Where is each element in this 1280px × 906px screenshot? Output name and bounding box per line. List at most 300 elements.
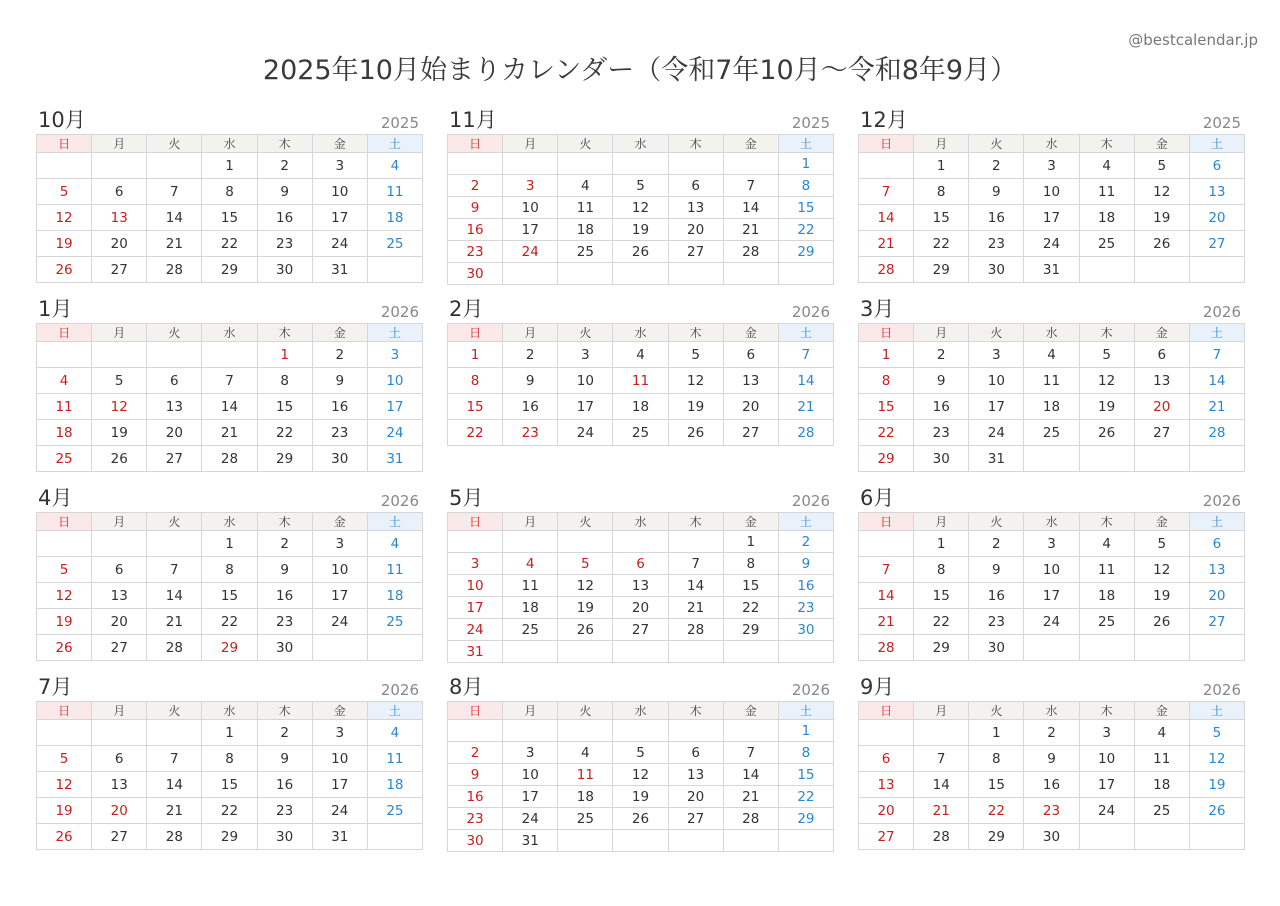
day-cell: 26 [1134, 609, 1189, 635]
day-cell: 22 [202, 231, 257, 257]
day-cell: 24 [312, 798, 367, 824]
weekday-header: 月 [92, 324, 147, 342]
day-cell: 3 [367, 342, 422, 368]
month-year: 2026 [380, 303, 419, 321]
weekday-header: 土 [1189, 324, 1244, 342]
day-cell: 27 [668, 241, 723, 263]
day-cell: 8 [778, 175, 833, 197]
day-cell [558, 153, 613, 175]
month-header [858, 106, 1244, 134]
weekday-header: 水 [202, 135, 257, 153]
day-cell: 28 [147, 824, 202, 850]
day-cell: 27 [1189, 231, 1244, 257]
day-cell: 5 [37, 179, 92, 205]
day-cell: 20 [613, 597, 668, 619]
day-cell: 20 [859, 798, 914, 824]
day-cell: 18 [558, 786, 613, 808]
day-cell: 13 [147, 394, 202, 420]
month-header [36, 484, 422, 512]
weekday-header: 月 [914, 702, 969, 720]
day-cell: 3 [1024, 531, 1079, 557]
weekday-header: 土 [778, 513, 833, 531]
weekday-header: 月 [914, 135, 969, 153]
day-cell: 18 [367, 583, 422, 609]
day-cell: 30 [257, 257, 312, 283]
day-cell: 5 [558, 553, 613, 575]
day-cell: 15 [914, 583, 969, 609]
weekday-header: 水 [613, 324, 668, 342]
day-cell: 24 [1024, 231, 1079, 257]
day-cell [613, 263, 668, 285]
day-cell: 13 [92, 583, 147, 609]
day-cell: 5 [37, 557, 92, 583]
day-cell: 16 [257, 583, 312, 609]
day-cell: 29 [859, 446, 914, 472]
day-cell [1189, 446, 1244, 472]
day-cell: 15 [448, 394, 503, 420]
day-cell: 1 [202, 153, 257, 179]
month-header [36, 106, 422, 134]
day-cell: 8 [859, 368, 914, 394]
day-cell: 1 [202, 720, 257, 746]
weekday-header: 木 [257, 135, 312, 153]
day-cell: 23 [312, 420, 367, 446]
day-cell: 31 [1024, 257, 1079, 283]
day-cell [723, 263, 778, 285]
day-cell: 7 [147, 746, 202, 772]
day-cell: 7 [859, 557, 914, 583]
day-cell: 9 [503, 368, 558, 394]
day-cell: 22 [257, 420, 312, 446]
day-cell: 13 [1189, 557, 1244, 583]
day-cell: 8 [969, 746, 1024, 772]
day-cell: 23 [1024, 798, 1079, 824]
weekday-header: 日 [859, 324, 914, 342]
weekday-header: 土 [367, 513, 422, 531]
weekday-header: 木 [1079, 513, 1134, 531]
day-cell: 9 [257, 179, 312, 205]
day-cell: 17 [503, 786, 558, 808]
day-cell [778, 641, 833, 663]
day-cell: 23 [448, 241, 503, 263]
day-cell: 6 [92, 179, 147, 205]
day-cell: 28 [778, 420, 833, 446]
day-cell: 26 [37, 635, 92, 661]
day-cell: 25 [1079, 231, 1134, 257]
month-name: 11月 [449, 108, 497, 132]
day-cell: 19 [1079, 394, 1134, 420]
day-cell [1134, 257, 1189, 283]
month-name: 2月 [449, 297, 484, 321]
day-cell: 27 [1134, 420, 1189, 446]
weekday-header: 金 [1134, 702, 1189, 720]
day-cell: 6 [147, 368, 202, 394]
day-cell [367, 257, 422, 283]
weekday-header: 水 [1024, 324, 1079, 342]
weekday-header: 木 [1079, 135, 1134, 153]
day-cell: 29 [969, 824, 1024, 850]
day-cell: 1 [202, 531, 257, 557]
day-cell: 11 [613, 368, 668, 394]
weekday-header: 火 [969, 135, 1024, 153]
day-cell: 3 [312, 153, 367, 179]
day-cell: 3 [503, 742, 558, 764]
day-cell: 10 [1079, 746, 1134, 772]
month-header [447, 484, 833, 512]
day-cell [723, 720, 778, 742]
weekday-header: 火 [558, 513, 613, 531]
day-cell: 25 [367, 609, 422, 635]
day-cell: 13 [723, 368, 778, 394]
day-cell: 7 [202, 368, 257, 394]
day-cell: 30 [1024, 824, 1079, 850]
day-cell [1024, 635, 1079, 661]
day-cell: 26 [37, 257, 92, 283]
day-cell: 27 [613, 619, 668, 641]
day-cell: 23 [257, 231, 312, 257]
day-cell: 4 [503, 553, 558, 575]
day-cell: 19 [1134, 583, 1189, 609]
day-cell: 17 [367, 394, 422, 420]
weekday-header: 水 [202, 324, 257, 342]
day-cell: 4 [613, 342, 668, 368]
day-cell: 6 [668, 742, 723, 764]
day-cell: 8 [448, 368, 503, 394]
weekday-header: 月 [503, 702, 558, 720]
month-name: 9月 [860, 675, 895, 699]
day-cell: 24 [503, 808, 558, 830]
day-cell: 16 [448, 219, 503, 241]
weekday-header: 金 [1134, 324, 1189, 342]
day-cell [668, 263, 723, 285]
weekday-header: 月 [914, 324, 969, 342]
day-cell: 9 [969, 557, 1024, 583]
day-cell: 28 [668, 619, 723, 641]
day-cell: 5 [1079, 342, 1134, 368]
day-cell: 16 [503, 394, 558, 420]
day-cell: 2 [312, 342, 367, 368]
day-cell: 5 [1189, 720, 1244, 746]
day-cell: 21 [147, 609, 202, 635]
day-cell: 25 [1024, 420, 1079, 446]
day-cell: 19 [558, 597, 613, 619]
day-cell: 13 [1134, 368, 1189, 394]
day-cell: 8 [202, 557, 257, 583]
day-cell: 17 [558, 394, 613, 420]
day-cell: 18 [1024, 394, 1079, 420]
weekday-header: 土 [1189, 513, 1244, 531]
day-cell: 6 [92, 557, 147, 583]
day-cell: 24 [312, 609, 367, 635]
day-cell: 7 [778, 342, 833, 368]
weekday-header: 日 [859, 513, 914, 531]
weekday-header: 木 [1079, 324, 1134, 342]
day-cell: 27 [92, 635, 147, 661]
day-cell: 16 [969, 205, 1024, 231]
month-calendar [36, 106, 422, 295]
day-cell: 8 [723, 553, 778, 575]
day-cell: 23 [914, 420, 969, 446]
day-cell: 16 [914, 394, 969, 420]
day-cell: 15 [257, 394, 312, 420]
day-cell: 11 [367, 179, 422, 205]
day-cell: 4 [367, 531, 422, 557]
day-cell: 22 [914, 231, 969, 257]
day-cell: 12 [1079, 368, 1134, 394]
month-table [447, 323, 834, 446]
month-name: 12月 [860, 108, 908, 132]
day-cell: 3 [969, 342, 1024, 368]
day-cell: 5 [37, 746, 92, 772]
month-year: 2026 [791, 681, 830, 699]
day-cell: 26 [668, 420, 723, 446]
day-cell: 24 [558, 420, 613, 446]
weekday-header: 火 [147, 324, 202, 342]
day-cell: 17 [1024, 205, 1079, 231]
day-cell [558, 830, 613, 852]
day-cell: 18 [1134, 772, 1189, 798]
day-cell: 14 [778, 368, 833, 394]
weekday-header: 土 [778, 324, 833, 342]
day-cell: 19 [37, 609, 92, 635]
day-cell: 15 [202, 583, 257, 609]
day-cell: 1 [969, 720, 1024, 746]
day-cell: 27 [859, 824, 914, 850]
day-cell: 12 [1189, 746, 1244, 772]
day-cell: 31 [969, 446, 1024, 472]
day-cell: 10 [503, 764, 558, 786]
day-cell [367, 824, 422, 850]
day-cell: 2 [448, 175, 503, 197]
weekday-header: 日 [37, 513, 92, 531]
day-cell: 29 [778, 808, 833, 830]
day-cell: 10 [558, 368, 613, 394]
day-cell: 28 [1189, 420, 1244, 446]
month-calendar [447, 484, 833, 673]
day-cell: 15 [778, 197, 833, 219]
day-cell: 19 [1189, 772, 1244, 798]
day-cell: 26 [613, 808, 668, 830]
weekday-header: 土 [367, 324, 422, 342]
site-credit: @bestcalendar.jp [1128, 31, 1258, 49]
day-cell: 29 [778, 241, 833, 263]
day-cell [1134, 446, 1189, 472]
day-cell [778, 830, 833, 852]
month-calendar [36, 295, 422, 484]
weekday-header: 日 [37, 702, 92, 720]
day-cell: 15 [914, 205, 969, 231]
day-cell: 23 [257, 609, 312, 635]
month-year: 2026 [1202, 681, 1241, 699]
page-title: 2025年10月始まりカレンダー（令和7年10月〜令和8年9月） [262, 55, 1018, 86]
day-cell [37, 720, 92, 746]
day-cell: 12 [613, 197, 668, 219]
day-cell: 24 [448, 619, 503, 641]
day-cell [668, 531, 723, 553]
month-name: 6月 [860, 486, 895, 510]
day-cell: 16 [257, 772, 312, 798]
day-cell: 10 [1024, 179, 1079, 205]
day-cell: 4 [558, 175, 613, 197]
day-cell: 28 [147, 635, 202, 661]
weekday-header: 土 [778, 135, 833, 153]
day-cell [92, 531, 147, 557]
day-cell: 9 [448, 197, 503, 219]
weekday-header: 水 [1024, 513, 1079, 531]
day-cell: 19 [613, 219, 668, 241]
day-cell: 15 [202, 772, 257, 798]
day-cell: 11 [37, 394, 92, 420]
month-name: 7月 [38, 675, 73, 699]
month-year: 2025 [791, 114, 830, 132]
day-cell [723, 641, 778, 663]
weekday-header: 土 [778, 702, 833, 720]
day-cell: 2 [778, 531, 833, 553]
day-cell: 28 [723, 808, 778, 830]
month-calendar [858, 484, 1244, 673]
day-cell: 29 [723, 619, 778, 641]
day-cell: 9 [448, 764, 503, 786]
day-cell: 6 [1189, 531, 1244, 557]
day-cell: 28 [859, 257, 914, 283]
day-cell: 30 [312, 446, 367, 472]
month-header [447, 673, 833, 701]
day-cell: 30 [969, 257, 1024, 283]
day-cell: 24 [969, 420, 1024, 446]
day-cell: 16 [969, 583, 1024, 609]
weekday-header: 月 [503, 135, 558, 153]
weekday-header: 火 [969, 702, 1024, 720]
month-table [447, 701, 834, 852]
weekday-header: 月 [503, 324, 558, 342]
month-year: 2026 [791, 303, 830, 321]
day-cell: 20 [1189, 205, 1244, 231]
month-header [447, 106, 833, 134]
month-year: 2026 [791, 492, 830, 510]
day-cell: 25 [503, 619, 558, 641]
day-cell: 1 [914, 531, 969, 557]
day-cell: 28 [723, 241, 778, 263]
weekday-header: 金 [312, 324, 367, 342]
day-cell: 24 [1024, 609, 1079, 635]
day-cell: 1 [723, 531, 778, 553]
day-cell [914, 720, 969, 746]
day-cell: 23 [969, 231, 1024, 257]
day-cell: 9 [1024, 746, 1079, 772]
day-cell: 2 [257, 153, 312, 179]
day-cell: 20 [92, 609, 147, 635]
day-cell [312, 635, 367, 661]
day-cell: 23 [778, 597, 833, 619]
day-cell [92, 153, 147, 179]
day-cell: 28 [914, 824, 969, 850]
day-cell: 2 [914, 342, 969, 368]
day-cell: 11 [367, 557, 422, 583]
day-cell: 8 [778, 742, 833, 764]
day-cell: 13 [1189, 179, 1244, 205]
weekday-header: 土 [1189, 135, 1244, 153]
weekday-header: 月 [92, 135, 147, 153]
day-cell: 25 [558, 808, 613, 830]
day-cell: 20 [1189, 583, 1244, 609]
day-cell: 8 [914, 179, 969, 205]
day-cell: 23 [503, 420, 558, 446]
day-cell: 20 [1134, 394, 1189, 420]
day-cell: 22 [778, 219, 833, 241]
day-cell: 4 [1134, 720, 1189, 746]
day-cell: 9 [914, 368, 969, 394]
day-cell: 21 [147, 231, 202, 257]
day-cell: 17 [312, 772, 367, 798]
day-cell [859, 153, 914, 179]
day-cell: 27 [723, 420, 778, 446]
day-cell: 13 [613, 575, 668, 597]
day-cell: 30 [778, 619, 833, 641]
day-cell: 17 [1079, 772, 1134, 798]
day-cell: 2 [969, 153, 1024, 179]
day-cell: 11 [558, 764, 613, 786]
day-cell: 21 [723, 219, 778, 241]
day-cell: 21 [1189, 394, 1244, 420]
day-cell [1134, 824, 1189, 850]
day-cell: 22 [723, 597, 778, 619]
day-cell: 20 [723, 394, 778, 420]
day-cell [1189, 257, 1244, 283]
day-cell: 20 [92, 231, 147, 257]
day-cell: 15 [723, 575, 778, 597]
day-cell: 9 [778, 553, 833, 575]
month-table [36, 323, 423, 472]
day-cell: 20 [92, 798, 147, 824]
day-cell: 20 [668, 786, 723, 808]
day-cell: 2 [257, 720, 312, 746]
day-cell: 8 [914, 557, 969, 583]
day-cell [37, 342, 92, 368]
day-cell: 25 [558, 241, 613, 263]
day-cell: 12 [668, 368, 723, 394]
day-cell: 14 [914, 772, 969, 798]
day-cell: 8 [202, 746, 257, 772]
day-cell [558, 720, 613, 742]
day-cell: 11 [1024, 368, 1079, 394]
day-cell [1079, 635, 1134, 661]
day-cell: 9 [312, 368, 367, 394]
day-cell [147, 153, 202, 179]
day-cell: 4 [1079, 153, 1134, 179]
day-cell [503, 720, 558, 742]
day-cell: 18 [1079, 205, 1134, 231]
weekday-header: 土 [367, 702, 422, 720]
month-table [858, 512, 1245, 661]
day-cell: 12 [558, 575, 613, 597]
month-calendar [858, 673, 1244, 862]
weekday-header: 日 [37, 135, 92, 153]
month-table [36, 512, 423, 661]
day-cell: 11 [503, 575, 558, 597]
day-cell: 4 [558, 742, 613, 764]
calendar-grid [36, 106, 1244, 862]
day-cell: 10 [312, 179, 367, 205]
weekday-header: 日 [448, 324, 503, 342]
day-cell: 17 [503, 219, 558, 241]
day-cell [668, 830, 723, 852]
day-cell [1024, 446, 1079, 472]
day-cell: 1 [778, 153, 833, 175]
month-year: 2026 [380, 681, 419, 699]
day-cell [1079, 824, 1134, 850]
month-year: 2025 [1202, 114, 1241, 132]
day-cell: 7 [723, 175, 778, 197]
